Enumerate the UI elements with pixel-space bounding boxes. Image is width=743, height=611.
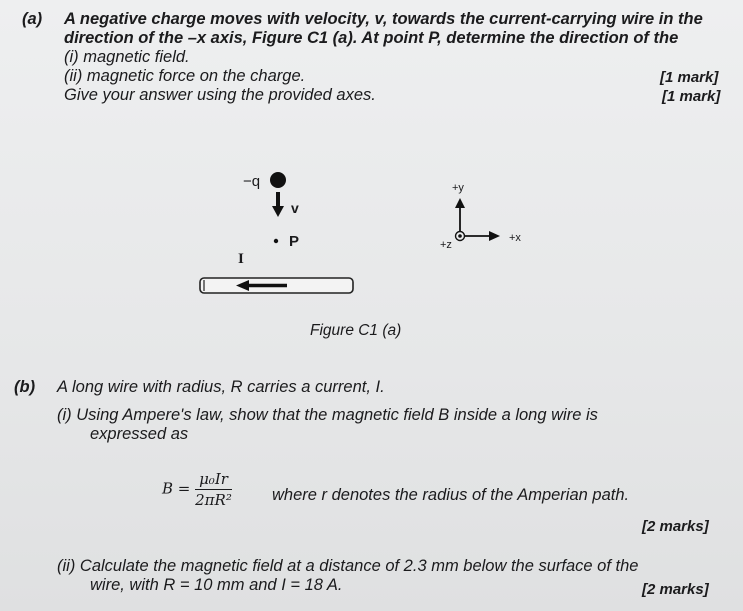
part-b-item-ii-line-1: (ii) Calculate the magnetic field at a distance of 2.3 mm below the surface of the: [57, 557, 639, 575]
formula-denominator: 2πR²: [195, 491, 232, 509]
velocity-label: v: [291, 200, 299, 216]
part-b-label: (b): [14, 378, 36, 396]
formula-note: where r denotes the radius of the Amperian path.: [272, 486, 630, 504]
part-a-line-2: direction of the –x axis, Figure C1 (a). At point P, determine the direction of the: [64, 29, 679, 47]
x-axis-label: +x: [509, 232, 521, 244]
part-a-item-ii: (ii) magnetic force on the charge.: [64, 67, 306, 85]
part-a-mark-ii: [1 mark]: [662, 88, 721, 105]
z-axis-dot: [458, 234, 462, 238]
part-a-instruction: Give your answer using the provided axes.: [64, 86, 376, 104]
formula-lhs: B =: [162, 479, 191, 498]
z-axis-label: +z: [440, 239, 452, 251]
part-a-item-i: (i) magnetic field.: [64, 48, 190, 66]
figure-caption: Figure C1 (a): [310, 322, 402, 339]
current-label: I: [238, 251, 244, 267]
charge-label: −q: [243, 173, 261, 190]
part-a-label: (a): [22, 10, 43, 28]
part-b-mark-ii: [2 marks]: [642, 581, 709, 598]
part-b-item-ii-line-2: wire, with R = 10 mm and I = 18 A.: [90, 576, 343, 594]
part-b-mark-i: [2 marks]: [642, 518, 709, 535]
point-p-dot: [274, 239, 278, 243]
formula-numerator: μ₀Ir: [195, 470, 232, 490]
negative-charge-dot: [270, 172, 286, 188]
y-axis-arrowhead: [455, 198, 465, 208]
part-a-line-1: A negative charge moves with velocity, v, towards the current-carrying wire in the: [64, 10, 703, 28]
part-b-item-i-line-2: expressed as: [90, 425, 189, 443]
point-p-label: P: [289, 233, 300, 250]
part-b-item-i-line-1: (i) Using Ampere's law, show that the magnetic field B inside a long wire is: [57, 406, 598, 424]
y-axis-label: +y: [452, 182, 464, 194]
formula-fraction: [195, 470, 232, 509]
velocity-arrow-head: [272, 206, 284, 217]
ampere-formula: [162, 470, 232, 509]
part-b-intro: A long wire with radius, R carries a current, I.: [57, 378, 385, 396]
part-a-mark-i: [1 mark]: [660, 69, 719, 86]
x-axis-arrowhead: [489, 231, 500, 241]
